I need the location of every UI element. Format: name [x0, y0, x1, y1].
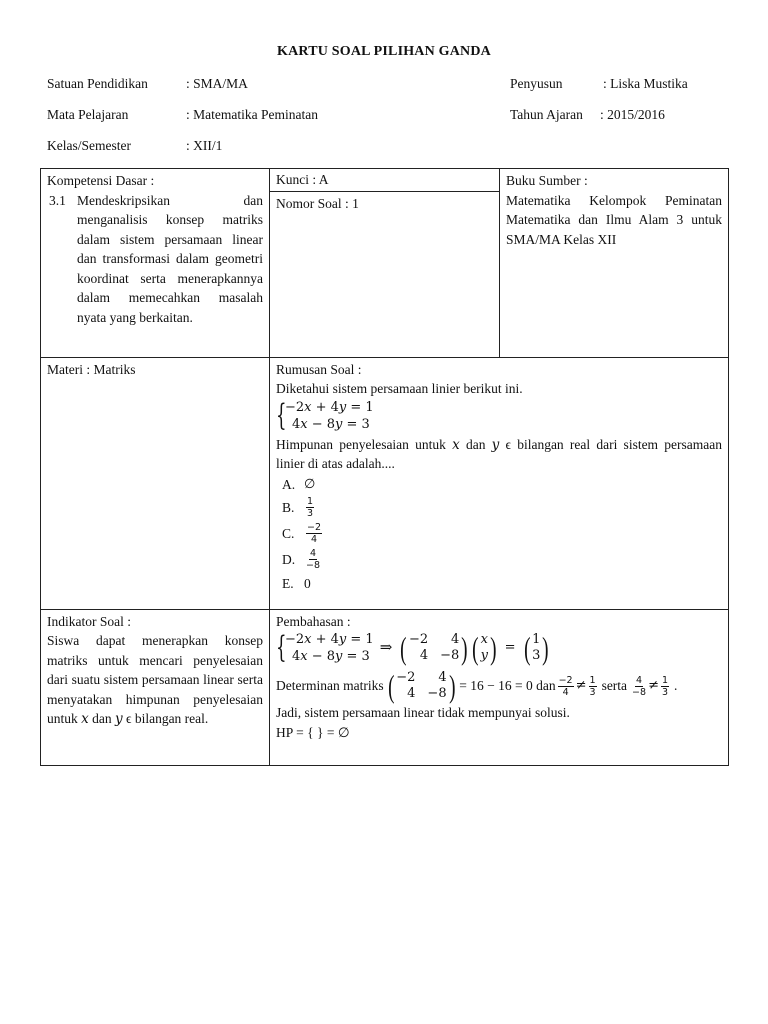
coefficient-matrix: ( −2 4 4 −8 )	[400, 630, 468, 666]
vector-entry: 1	[532, 632, 541, 647]
matrix-entry: −8	[427, 686, 447, 701]
fraction-numerator: 1	[661, 674, 669, 686]
fraction-numerator: 4	[636, 674, 643, 686]
materi-text: Materi : Matriks	[47, 361, 136, 377]
determinant-prefix: Determinan matriks	[276, 678, 384, 694]
option-e	[276, 573, 722, 595]
pembahasan-system-line	[276, 631, 722, 665]
fraction-denominator: 4	[310, 534, 318, 545]
rumusan-intro: Diketahui sistem persamaan linier berikut ini.	[276, 381, 523, 396]
fraction-denominator: −8	[632, 686, 647, 698]
fraction-numerator: −2	[558, 674, 573, 686]
fraction-2	[589, 675, 597, 698]
pembahasan-equation-system	[276, 631, 374, 665]
indikator-label: Indikator Soal :	[47, 613, 131, 629]
option-a	[276, 475, 722, 495]
kompetensi-label: Kompetensi Dasar :	[47, 173, 155, 188]
rumusan-label: Rumusan Soal :	[276, 361, 362, 377]
mapel-value: : Matematika Peminatan	[186, 107, 318, 122]
matrix-entry: 4	[451, 632, 460, 647]
fraction-denominator: 3	[307, 508, 314, 519]
variable-vector: ( x y )	[472, 630, 497, 666]
option-b	[276, 495, 722, 521]
brace-symbol: {	[276, 397, 287, 433]
option-e-value: 0	[304, 575, 311, 591]
tahun-label: Tahun Ajaran	[510, 107, 583, 122]
penyusun-value: : Liska Mustika	[603, 76, 688, 91]
equation-2: 4𝑥 − 8𝑦 = 3	[292, 416, 370, 432]
buku-sumber-cell	[500, 169, 729, 358]
satuan-label: Satuan Pendidikan	[47, 76, 148, 91]
vector-entry: 3	[532, 648, 541, 663]
vector-entry: y	[480, 648, 488, 663]
page-title: KARTU SOAL PILIHAN GANDA	[277, 44, 491, 59]
fraction-denominator: 4	[562, 686, 569, 698]
conclusion-text: Jadi, sistem persamaan linear tidak mempunyai solusi.	[276, 705, 570, 720]
option-c-label: C.	[282, 525, 295, 541]
kelas-label: Kelas/Semester	[47, 138, 131, 153]
option-c	[276, 521, 722, 547]
fraction-denominator: 3	[589, 686, 596, 698]
satuan-value: : SMA/MA	[186, 76, 248, 91]
matrix-entry: 4	[407, 686, 416, 701]
option-b-fraction	[306, 496, 314, 519]
kunci-text: Kunci : A	[276, 172, 329, 187]
option-a-value: ∅	[304, 476, 316, 492]
not-equal-sign: ≠	[575, 678, 587, 694]
option-c-fraction	[306, 522, 322, 545]
rumusan-question: Himpunan penyelesaian untuk 𝑥 dan 𝑦 ϵ bilangan real dari sistem persamaan linier di atas adalah....	[276, 436, 722, 471]
kelas-value: : XII/1	[186, 138, 223, 153]
matrix-entry: 4	[438, 670, 447, 685]
materi-cell	[41, 357, 270, 609]
fraction-denominator: 3	[661, 686, 669, 698]
question-card-table	[40, 168, 729, 766]
brace-symbol: {	[276, 630, 287, 665]
matrix-entry: −2	[408, 632, 429, 647]
vector-entry: x	[480, 632, 488, 647]
kunci-cell	[270, 169, 500, 192]
option-a-label: A.	[282, 476, 296, 492]
fraction-1	[558, 675, 574, 698]
equals-sign: =	[504, 640, 516, 656]
answer-options	[276, 475, 722, 595]
mapel-label: Mata Pelajaran	[47, 107, 129, 122]
hp-text: HP = { } = ∅	[276, 724, 350, 740]
option-d	[276, 547, 722, 573]
pembahasan-equation-1: −2𝑥 + 4𝑦 = 1	[285, 632, 374, 647]
fraction-numerator: 4	[309, 548, 317, 559]
pembahasan-label: Pembahasan :	[276, 613, 351, 629]
option-b-label: B.	[282, 499, 295, 515]
rumusan-cell	[270, 357, 729, 609]
kompetensi-text: Mendeskripsikan dan menganalisis konsep matriks dalam sistem persamaan linear dan transformasi dalam geometri koordinat serta menerapkannya dalam memecahkan masalah nyata yang berkaitan.	[77, 192, 263, 325]
equation-1: −2𝑥 + 4𝑦 = 1	[285, 399, 374, 415]
equation-system	[276, 399, 374, 433]
kompetensi-number: 3.1	[49, 192, 66, 208]
nomor-soal-text: Nomor Soal : 1	[276, 195, 359, 211]
fraction-numerator: 1	[589, 674, 596, 686]
implies-arrow: ⇒	[379, 638, 393, 657]
tahun-value: : 2015/2016	[600, 107, 665, 122]
penyusun-label: Penyusun	[510, 76, 563, 91]
indikator-cell	[41, 609, 270, 765]
pembahasan-equation-2: 4𝑥 − 8𝑦 = 3	[292, 649, 370, 664]
buku-sumber-text: Matematika Kelompok Peminatan Matematika dan Ilmu Alam 3 untuk SMA/MA Kelas XII	[506, 192, 722, 247]
fraction-4	[661, 675, 669, 698]
pembahasan-cell	[270, 609, 729, 765]
matrix-entry: 4	[419, 648, 429, 663]
determinant-line	[276, 669, 722, 703]
indikator-text: Siswa dapat menerapkan konsep matriks untuk mencari penyelesaian dari suatu sistem persamaan linear serta menyatakan himpunan penyelesaian untuk 𝑥 dan 𝑦 ϵ bilangan real.	[47, 633, 263, 726]
period: .	[674, 678, 678, 694]
constant-vector: ( 1 3 )	[523, 630, 549, 666]
matrix-entry: −8	[440, 648, 460, 663]
kompetensi-item	[47, 191, 263, 328]
not-equal-sign: ≠	[648, 678, 659, 694]
determinant-result: = 16 − 16 = 0 dan	[459, 678, 556, 694]
buku-sumber-label: Buku Sumber :	[506, 173, 588, 188]
kompetensi-cell	[41, 169, 270, 358]
nomor-soal-cell	[270, 191, 500, 357]
option-d-label: D.	[282, 551, 296, 567]
fraction-numerator: 1	[307, 496, 314, 507]
matrix-entry: −2	[396, 670, 416, 685]
fraction-denominator: −8	[306, 560, 321, 571]
fraction-3	[632, 675, 646, 698]
serta-text: serta	[601, 678, 628, 694]
determinant-matrix: ( −2 4 4 −8 )	[387, 668, 456, 704]
option-e-label: E.	[282, 575, 294, 591]
option-d-fraction	[306, 548, 320, 571]
fraction-numerator: −2	[307, 522, 322, 533]
